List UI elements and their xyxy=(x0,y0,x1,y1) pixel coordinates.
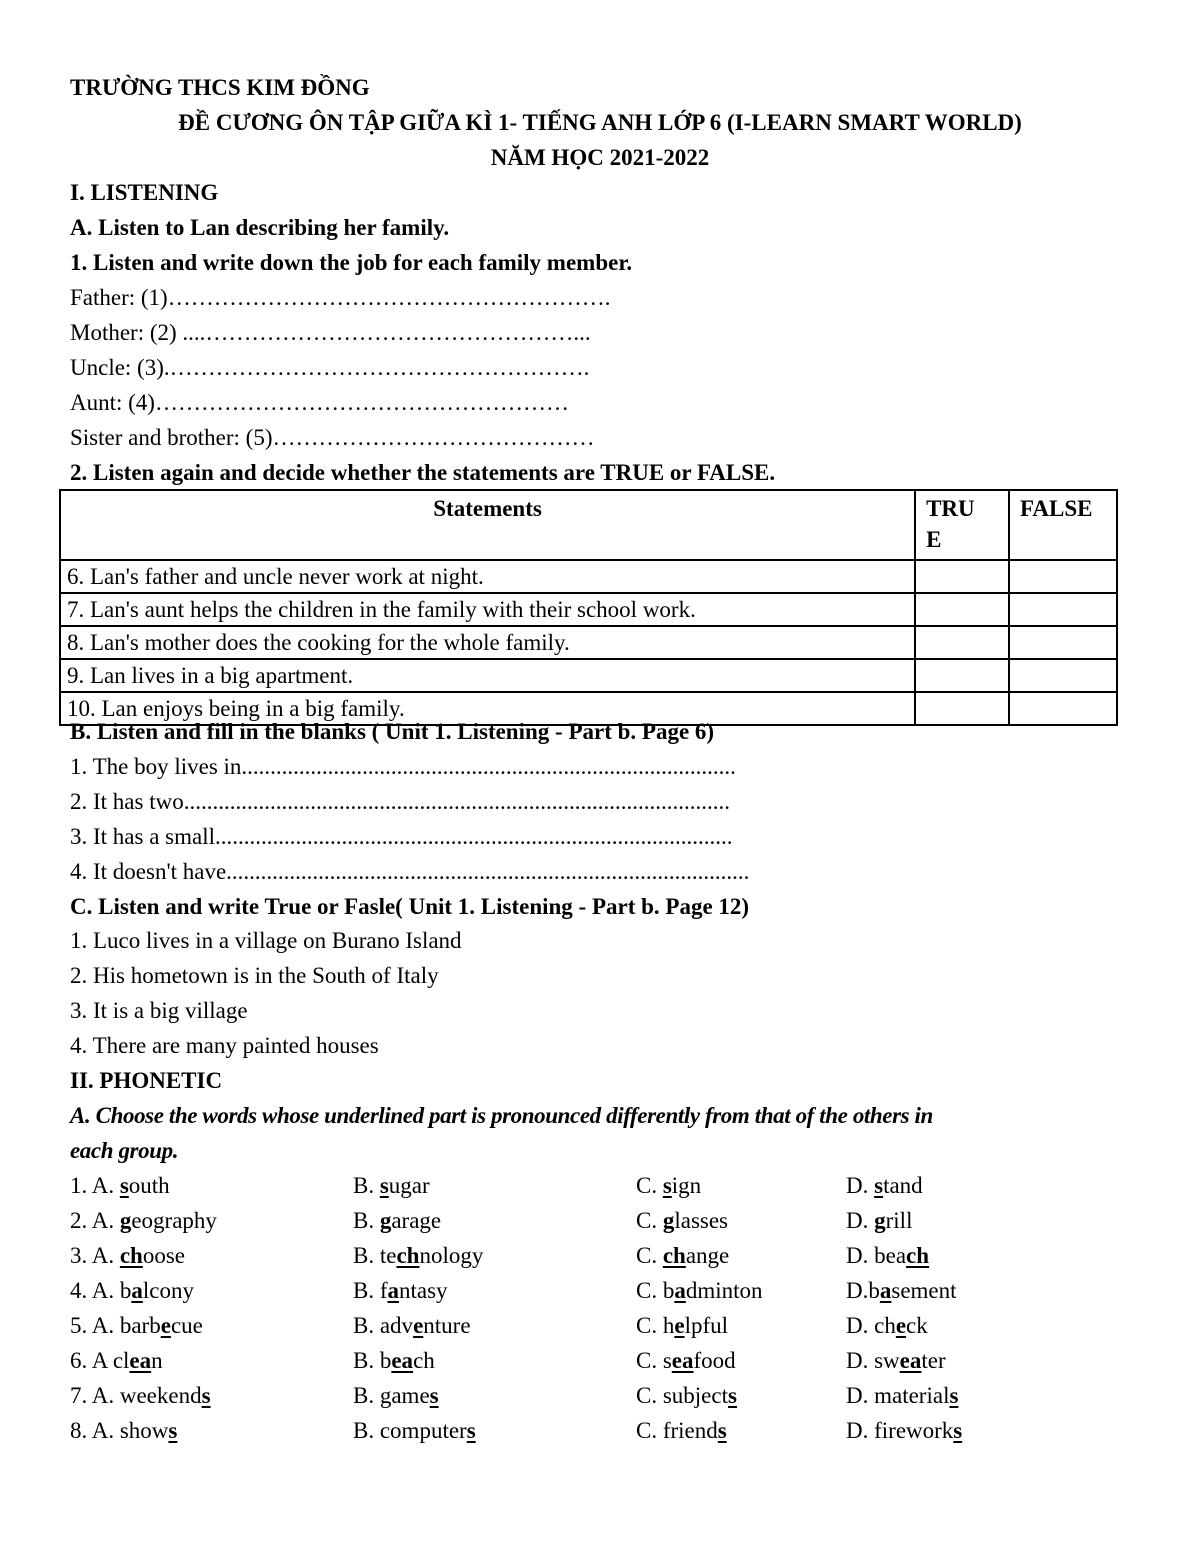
option-text: lasses xyxy=(674,1208,729,1233)
phonetic-question-row xyxy=(70,1273,1130,1308)
option-text: B. f xyxy=(353,1278,388,1303)
option-a[interactable] xyxy=(70,1168,170,1203)
underlined-sound: a xyxy=(131,1278,143,1303)
option-text: B. xyxy=(353,1173,380,1198)
underlined-sound: g xyxy=(379,1208,392,1233)
option-a[interactable] xyxy=(70,1203,217,1238)
task2-heading: 2. Listen again and decide whether the statements are TRUE or FALSE. xyxy=(70,460,776,485)
option-text: sement xyxy=(891,1278,957,1303)
part-b-item: 4. It doesn't have........................................................................................... xyxy=(70,859,750,884)
option-text: 4. A. b xyxy=(70,1278,132,1303)
option-text: ch xyxy=(413,1348,435,1373)
option-text: ign xyxy=(671,1173,702,1198)
option-text: D. firework xyxy=(846,1418,954,1443)
statement-cell: 8. Lan's mother does the cooking for the whole family. xyxy=(60,626,915,659)
phonetic-question-row xyxy=(70,1308,1130,1343)
option-text: C. h xyxy=(636,1313,675,1338)
school-name: TRƯỜNG THCS KIM ĐỒNG xyxy=(70,75,370,100)
option-c[interactable] xyxy=(636,1308,728,1343)
part-a-heading: A. Listen to Lan describing her family. xyxy=(70,215,450,240)
false-answer-cell[interactable] xyxy=(1009,626,1117,659)
section-phonetic-heading: II. PHONETIC xyxy=(70,1068,223,1093)
underlined-sound: ch xyxy=(119,1243,143,1268)
option-text: 8. A. show xyxy=(70,1418,169,1443)
phonetic-question-row xyxy=(70,1413,1130,1448)
true-answer-cell[interactable] xyxy=(915,560,1009,593)
option-d[interactable] xyxy=(846,1168,923,1203)
column-header-false: FALSE xyxy=(1009,490,1117,560)
option-text: food xyxy=(693,1348,736,1373)
underlined-sound: ea xyxy=(899,1348,922,1373)
underlined-sound: ch xyxy=(396,1243,420,1268)
option-b[interactable] xyxy=(353,1343,435,1378)
option-text: eography xyxy=(131,1208,217,1233)
underlined-sound: s xyxy=(201,1383,211,1408)
underlined-sound: ea xyxy=(129,1348,152,1373)
option-text: ck xyxy=(906,1313,928,1338)
false-answer-cell[interactable] xyxy=(1009,593,1117,626)
option-text: ange xyxy=(685,1243,730,1268)
option-text: 7. A. weekend xyxy=(70,1383,202,1408)
option-text: C. b xyxy=(636,1278,675,1303)
option-text: rill xyxy=(885,1208,913,1233)
option-text: B. xyxy=(353,1208,380,1233)
underlined-sound: s xyxy=(466,1418,476,1443)
table-row xyxy=(60,626,1117,659)
option-text: C. xyxy=(636,1173,663,1198)
option-d[interactable] xyxy=(846,1378,958,1413)
table-header-row xyxy=(60,490,1117,560)
underlined-sound: a xyxy=(879,1278,892,1303)
option-text: dminton xyxy=(685,1278,763,1303)
option-a[interactable] xyxy=(70,1413,177,1448)
task1-item-father: Father: (1)…………………………………………………. xyxy=(70,285,611,310)
option-b[interactable] xyxy=(353,1378,439,1413)
statement-cell: 6. Lan's father and uncle never work at night. xyxy=(60,560,915,593)
part-c-item: 1. Luco lives in a village on Burano Island xyxy=(70,928,462,953)
phonetic-instruction-line2: each group. xyxy=(70,1138,179,1163)
column-header-true: TRU E xyxy=(915,490,1009,560)
option-text: C. xyxy=(636,1208,663,1233)
option-text: ntasy xyxy=(399,1278,448,1303)
option-a[interactable] xyxy=(70,1308,203,1343)
option-text: arage xyxy=(391,1208,442,1233)
option-d[interactable] xyxy=(846,1203,912,1238)
option-c[interactable] xyxy=(636,1273,763,1308)
true-answer-cell[interactable] xyxy=(915,659,1009,692)
option-c[interactable] xyxy=(636,1378,737,1413)
underlined-sound: g xyxy=(119,1208,132,1233)
option-text: D. xyxy=(846,1173,875,1198)
statement-cell: 7. Lan's aunt helps the children in the family with their school work. xyxy=(60,593,915,626)
underlined-sound: s xyxy=(953,1418,963,1443)
phonetic-question-row xyxy=(70,1238,1130,1273)
option-c[interactable] xyxy=(636,1343,736,1378)
option-text: nology xyxy=(419,1243,484,1268)
option-c[interactable] xyxy=(636,1203,728,1238)
option-text: C. friend xyxy=(636,1418,718,1443)
part-c-heading: C. Listen and write True or Fasle( Unit 1. Listening - Part b. Page 12) xyxy=(70,894,750,919)
option-text: tand xyxy=(883,1173,923,1198)
part-c-item: 3. It is a big village xyxy=(70,998,248,1023)
option-text: D. bea xyxy=(846,1243,907,1268)
option-text: B. game xyxy=(353,1383,430,1408)
option-text: C. subject xyxy=(636,1383,728,1408)
option-text: 3. A. xyxy=(70,1243,120,1268)
option-c[interactable] xyxy=(636,1168,701,1203)
option-text: 6. A cl xyxy=(70,1348,130,1373)
column-header-statements: Statements xyxy=(60,490,915,560)
option-a[interactable] xyxy=(70,1273,194,1308)
underlined-sound: ea xyxy=(671,1348,694,1373)
underlined-sound: s xyxy=(662,1173,672,1198)
phonetic-question-row xyxy=(70,1203,1130,1238)
underlined-sound: s xyxy=(949,1383,959,1408)
option-text: B. b xyxy=(353,1348,392,1373)
phonetic-question-row xyxy=(70,1168,1130,1203)
phonetic-question-row xyxy=(70,1378,1130,1413)
true-answer-cell[interactable] xyxy=(915,626,1009,659)
underlined-sound: e xyxy=(413,1313,424,1338)
option-c[interactable] xyxy=(636,1238,729,1273)
option-c[interactable] xyxy=(636,1413,727,1448)
option-b[interactable] xyxy=(353,1273,448,1308)
option-text: C. s xyxy=(636,1348,672,1373)
option-b[interactable] xyxy=(353,1203,441,1238)
document-title: ĐỀ CƯƠNG ÔN TẬP GIỮA KÌ 1- TIẾNG ANH LỚP 6 (I-LEARN SMART WORLD) xyxy=(178,110,1022,135)
option-d[interactable] xyxy=(846,1343,946,1378)
statement-cell: 10. Lan enjoys being in a big family. xyxy=(60,692,915,725)
part-b-item: 2. It has two............................................................................................... xyxy=(70,789,730,814)
part-b-item: 3. It has a small.......................................................................................... xyxy=(70,824,733,849)
option-a[interactable] xyxy=(70,1378,211,1413)
option-d[interactable] xyxy=(846,1308,928,1343)
underlined-sound: s xyxy=(874,1173,884,1198)
underlined-sound: ea xyxy=(391,1348,414,1373)
option-text: 2. A. xyxy=(70,1208,120,1233)
option-text: D. sw xyxy=(846,1348,900,1373)
option-text: B. adv xyxy=(353,1313,414,1338)
task1-item-mother: Mother: (2) ....…………………………………………... xyxy=(70,320,591,345)
task1-heading: 1. Listen and write down the job for each family member. xyxy=(70,250,633,275)
option-text: nture xyxy=(423,1313,471,1338)
option-b[interactable] xyxy=(353,1308,471,1343)
option-a[interactable] xyxy=(70,1343,163,1378)
option-text: lcony xyxy=(142,1278,194,1303)
table-row xyxy=(60,560,1117,593)
underlined-sound: ch xyxy=(662,1243,686,1268)
underlined-sound: e xyxy=(895,1313,907,1338)
underlined-sound: a xyxy=(387,1278,399,1303)
option-text: outh xyxy=(128,1173,170,1198)
option-text: D. xyxy=(846,1208,875,1233)
table-row xyxy=(60,593,1117,626)
underlined-sound: ch xyxy=(906,1243,930,1268)
phonetic-instruction-line1: A. Choose the words whose underlined part is pronounced differently from that of the others in xyxy=(70,1103,933,1128)
underlined-sound: s xyxy=(728,1383,737,1408)
statement-cell: 9. Lan lives in a big apartment. xyxy=(60,659,915,692)
false-answer-cell[interactable] xyxy=(1009,659,1117,692)
underlined-sound: s xyxy=(168,1418,178,1443)
underlined-sound: s xyxy=(379,1173,389,1198)
option-text: ugar xyxy=(388,1173,430,1198)
option-text: 5. A. barb xyxy=(70,1313,161,1338)
underlined-sound: s xyxy=(717,1418,727,1443)
option-text: 1. A. xyxy=(70,1173,120,1198)
option-text: ter xyxy=(921,1348,946,1373)
school-year: NĂM HỌC 2021-2022 xyxy=(490,145,710,170)
true-answer-cell[interactable] xyxy=(915,593,1009,626)
option-text: B. te xyxy=(353,1243,397,1268)
task1-item-aunt: Aunt: (4)……………………………………………… xyxy=(70,390,569,415)
option-d[interactable] xyxy=(846,1413,962,1448)
option-text: D. ch xyxy=(846,1313,896,1338)
part-b-heading: B. Listen and fill in the blanks ( Unit 1. Listening - Part b. Page 6) xyxy=(70,719,715,744)
table-row xyxy=(60,659,1117,692)
phonetic-question-row xyxy=(70,1343,1130,1378)
true-false-table xyxy=(59,489,1118,726)
option-b[interactable] xyxy=(353,1168,430,1203)
part-b-item: 1. The boy lives in...................................................................................... xyxy=(70,754,736,779)
part-c-item: 4. There are many painted houses xyxy=(70,1033,379,1058)
section-listening-heading: I. LISTENING xyxy=(70,180,219,205)
underlined-sound: g xyxy=(874,1208,886,1233)
option-b[interactable] xyxy=(353,1413,476,1448)
option-d[interactable] xyxy=(846,1273,957,1308)
option-text: lpful xyxy=(684,1313,729,1338)
task1-item-siblings: Sister and brother: (5)…………………………………… xyxy=(70,425,595,450)
option-text: cue xyxy=(170,1313,203,1338)
underlined-sound: g xyxy=(662,1208,675,1233)
underlined-sound: e xyxy=(674,1313,685,1338)
underlined-sound: s xyxy=(429,1383,439,1408)
part-c-item: 2. His hometown is in the South of Italy xyxy=(70,963,439,988)
option-text: C. xyxy=(636,1243,663,1268)
option-b[interactable] xyxy=(353,1238,483,1273)
underlined-sound: s xyxy=(119,1173,129,1198)
option-text: D.b xyxy=(846,1278,880,1303)
option-text: oose xyxy=(142,1243,186,1268)
underlined-sound: a xyxy=(674,1278,686,1303)
option-text: B. computer xyxy=(353,1418,467,1443)
false-answer-cell[interactable] xyxy=(1009,560,1117,593)
true-answer-cell[interactable] xyxy=(915,692,1009,725)
option-text: D. material xyxy=(846,1383,950,1408)
task1-item-uncle: Uncle: (3).………………………………………………. xyxy=(70,355,590,380)
false-answer-cell[interactable] xyxy=(1009,692,1117,725)
option-d[interactable] xyxy=(846,1238,929,1273)
option-text: n xyxy=(151,1348,163,1373)
option-a[interactable] xyxy=(70,1238,185,1273)
underlined-sound: e xyxy=(160,1313,171,1338)
